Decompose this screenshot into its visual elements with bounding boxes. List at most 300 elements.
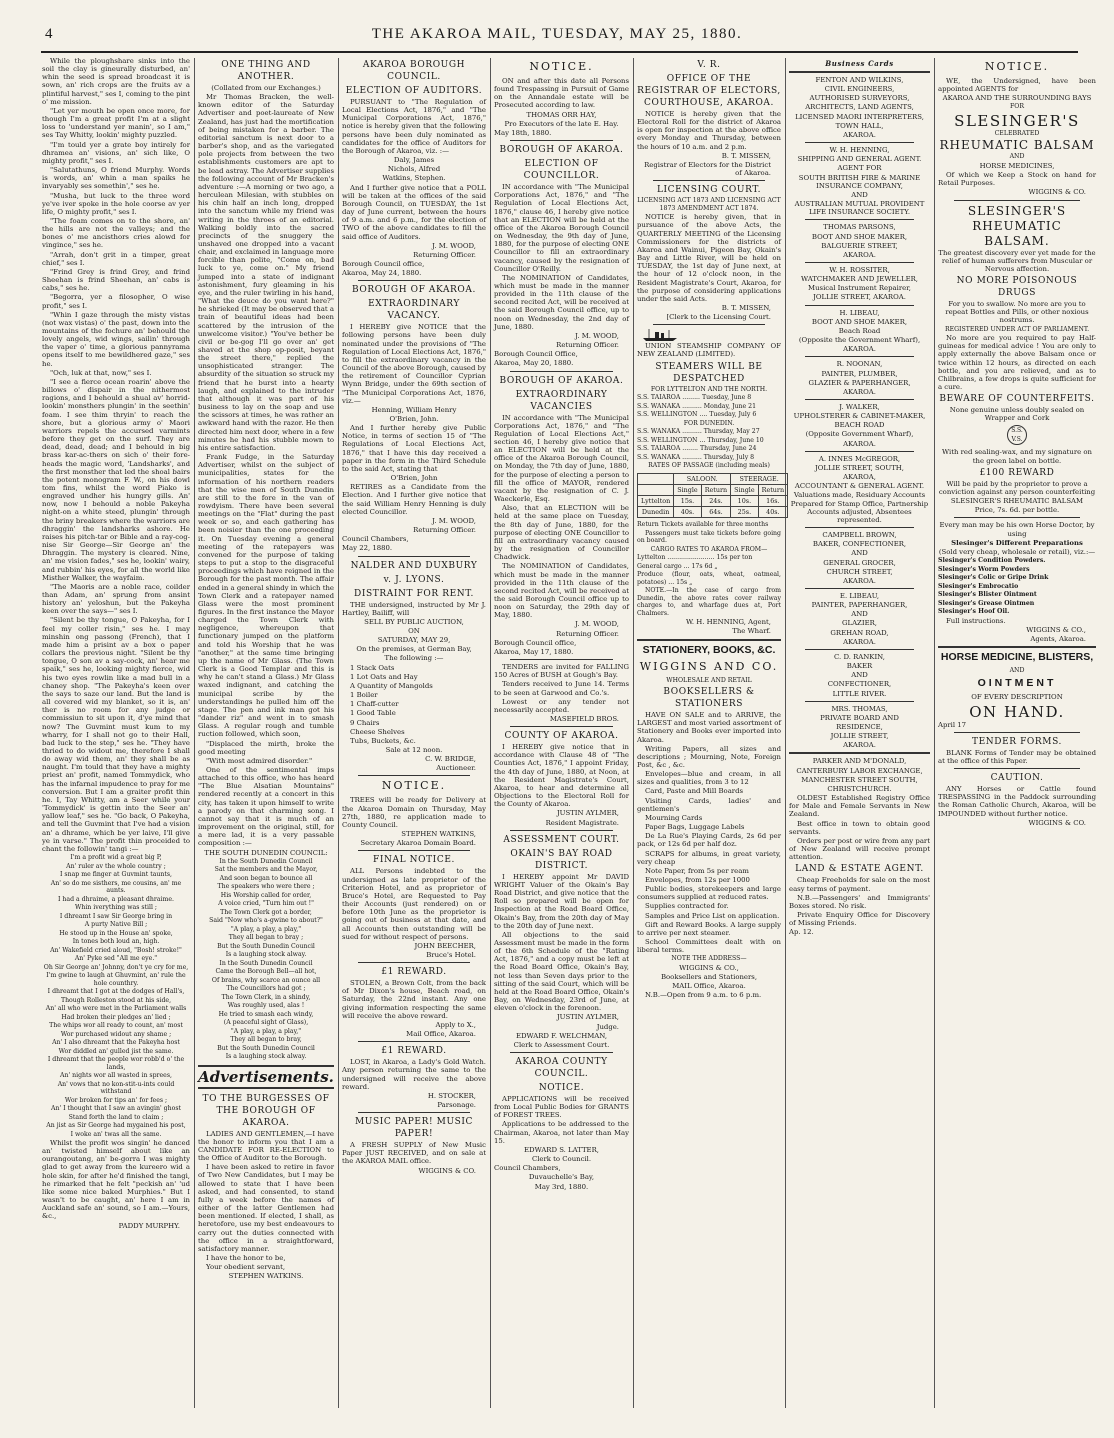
notice-heading: BEWARE OF COUNTERFEITS. bbox=[939, 394, 1095, 405]
letter-signature: PADDY MURPHY. bbox=[118, 1221, 180, 1230]
notice-text: Private Enquiry Office for Discovery of Missing Friends. bbox=[789, 910, 930, 928]
text-line: JOLLIE STREET, bbox=[830, 732, 889, 741]
signature: J. M. WOOD, bbox=[575, 331, 619, 340]
column-letter bbox=[42, 57, 190, 1417]
notice-text: I HEREBY give NOTICE that the following persons have been duly nominated under the provisions of "The Regulation of Local Elections Act, 1876," to fill the extraordinary vacancy in the Council of the above Borough, caused by the retirement of Councillor Cyprian Wynn Bridge, under the 69th section of "The Municipal Corporations Act, 1876, viz.— bbox=[342, 323, 486, 405]
text-line: BEACH ROAD bbox=[834, 421, 885, 430]
text-line: CHURCH STREET, bbox=[826, 567, 893, 576]
business-card-fenton bbox=[789, 76, 930, 139]
notice-text: APPLICATIONS will be received from Local Public Bodies for GRANTS of FOREST TREES. bbox=[494, 1095, 629, 1120]
text-line: I'm a profit wid a great big P, bbox=[70, 854, 162, 861]
text-line: Was roughly used, alas ! bbox=[227, 1002, 305, 1010]
fares-header: SALOON. bbox=[674, 473, 731, 484]
ad-body bbox=[198, 1130, 334, 1272]
text-line: The Town Clerk, in a shindy, bbox=[221, 993, 311, 1001]
opening-hours: N.B.—Open from 9 a.m. to 6 p.m. bbox=[645, 991, 762, 1000]
text-line: BAKER, CONFECTIONER, bbox=[812, 540, 907, 549]
text-line: ARCHITECTS, LAND AGENTS, bbox=[805, 103, 914, 112]
text-line: GLAZIER & PAPERHANGER, bbox=[808, 378, 911, 387]
signature: WIGGINS & CO. bbox=[1028, 188, 1086, 197]
stationery-list bbox=[637, 745, 781, 955]
date: Ap. 12. bbox=[789, 928, 814, 937]
text-line: BOOT AND SHOE MAKER, bbox=[811, 317, 908, 326]
steamship-icon bbox=[641, 328, 681, 342]
notice-heading: NOTICE. bbox=[381, 779, 447, 793]
text-line: MANCHESTER STREET SOUTH, bbox=[801, 775, 918, 784]
text-line: AND bbox=[851, 610, 868, 619]
notice-heading: COUNTY OF AKAROA. bbox=[504, 731, 619, 742]
text-line: General cargo ... 17s 6d „ bbox=[637, 562, 718, 570]
text-line: CHRISTCHURCH. bbox=[827, 784, 892, 793]
date: April 17 bbox=[938, 720, 967, 729]
date: May 18th, 1880. bbox=[494, 128, 552, 137]
notice-subheading: v. J. LYONS. bbox=[383, 574, 445, 585]
royal-cypher: V. R. bbox=[697, 60, 721, 70]
text-line: BAKER bbox=[846, 662, 873, 671]
text-line: AND bbox=[851, 671, 868, 680]
notice-text: I HEREBY give notice that in accordance with Clause 48 of "The Counties Act, 1876," I appoint Friday, the 4th day of June, 1880, at Noon, at the Resident Magistrate's Court, Akaroa, to hear and determine all Objections to the Electoral Roll for the County of Akaroa. bbox=[494, 743, 629, 809]
notice-heading: £1 REWARD. bbox=[381, 1046, 447, 1057]
notice-text: ON and after this date all Persons found Trespassing in Pursuit of Game on the Annandale estate will be Prosecuted according to law. bbox=[494, 77, 629, 110]
place: Borough Council office, bbox=[342, 259, 425, 268]
notice-text: NOTE.—In the case of cargo from Dunedin, the above rates cover railway charges to, and wharfage dues at, Port Chalmers. bbox=[637, 587, 781, 617]
notice-text: FOR bbox=[1009, 103, 1025, 111]
notice-text: HORSE MEDICINES, bbox=[979, 161, 1055, 170]
notice-heading: BOROUGH OF AKAROA. bbox=[499, 375, 624, 386]
notice-text: Orders per post or wire from any part of New Zealand will receive prompt attention. bbox=[789, 836, 930, 862]
notice-text: No more are you required to pay Half-guineas for medical advice ! You are only to apply externally the above Balsam once or twice within 12 hours, as directed on each bottle, and you are relieved, and as to Chilbrains, a few drops is quite sufficient for a cure. bbox=[938, 334, 1096, 391]
letter-body bbox=[42, 57, 190, 853]
text-line: ACCOUNTANT & GENERAL AGENT. bbox=[794, 482, 925, 491]
text-line: (A peaceful sight of Glass), bbox=[223, 1019, 309, 1027]
signature-title: Returning Officer. bbox=[556, 629, 619, 638]
notice-text: THE undersigned, instructed by Mr J. Hartley, Bailiff, will bbox=[342, 600, 486, 617]
text-line: W. H. HENNING, bbox=[829, 146, 890, 155]
column-notices-4 bbox=[494, 57, 629, 1417]
notice-text: IN accordance with "The Municipal Corporations Act, 1876," and "The Regulation of Local Elections Act, 1876," clause 46, I hereby give notice that an ELECTION will be held at the office of the Akaroa Borough Council on Wednesday, the 9th day of June, 1880, for the purpose of electing ONE Councillor to fill an extraordinary vacancy, caused by the resignation of Councillor O'Reilly. bbox=[494, 183, 629, 273]
notice-text: (Sold very cheap, wholesale or retail), viz.:— bbox=[938, 547, 1096, 556]
signature: EDWARD F. WELCHMAN, bbox=[515, 1031, 608, 1040]
notice-text: Passengers must take tickets before going on board. bbox=[637, 529, 781, 545]
text-line: A purty Native Bill ; bbox=[84, 921, 148, 928]
text-line: AKAROA, bbox=[843, 473, 876, 482]
text-line: I woke an' twas all the same. bbox=[70, 1130, 162, 1138]
text-line: THOMAS PARSONS, bbox=[823, 223, 896, 232]
column-business-cards bbox=[789, 57, 930, 1417]
brand-name: SLESINGER'S bbox=[967, 203, 1067, 218]
text-line: 9 Chairs bbox=[350, 718, 380, 727]
notice-text: Full instructions. bbox=[946, 616, 1006, 625]
notice-text: Cheap Freeholds for sale on the most easy terms of payment. bbox=[789, 876, 930, 893]
text-line: An' so do me sisthers, me cousins, an' me aunts. bbox=[50, 879, 182, 894]
text-line: W. H. ROSSITER, bbox=[829, 265, 890, 274]
notice-subheading: OKAIN'S BAY ROAD DISTRICT. bbox=[510, 848, 613, 871]
column-divider bbox=[633, 58, 634, 1408]
notice-heading: CAUTION. bbox=[990, 773, 1044, 784]
notice-heading: TENDER FORMS. bbox=[972, 736, 1062, 747]
text-line: Beach Road bbox=[838, 326, 881, 335]
notice-text: Slesinger's Different Preparations bbox=[951, 538, 1083, 547]
text-line: AKAROA. bbox=[843, 250, 876, 259]
notice-text: For you to swallow. No more are you to repeat Bottles and Pills, or other noxious nostrums. bbox=[945, 300, 1089, 325]
notice-text: N.B.—Passengers' and Immigrants' Boxes stored. No risk. bbox=[789, 893, 930, 910]
text-line: AND bbox=[851, 549, 868, 558]
text-line: Watkins, Stephen. bbox=[382, 174, 446, 183]
notice-text: The NOMINATION of Candidates, which must be made in the manner provided in the 11th clause of the second recited Act, will be received at the said Borough Council office, up to noon on Wednesday, the 2nd day of June, 1880. bbox=[494, 273, 629, 331]
text-line: But the South Dunedin Council bbox=[217, 1044, 315, 1052]
signature: WIGGINS & CO., bbox=[1026, 625, 1086, 634]
text-line: De La Rue's Playing Cards, 2s 6d per pack, or 12s 6d per half doz. bbox=[637, 832, 781, 849]
notice-text: LOST, in Akaroa, a Lady's Gold Watch. Any person returning the same to the undersigned will receive the above reward. bbox=[342, 1058, 486, 1091]
text-line: Card, Paste and Mill Boards bbox=[645, 787, 744, 796]
text-line: CIVIL ENGINEERS, bbox=[824, 85, 895, 94]
notice-heading: NOTICE. bbox=[984, 60, 1050, 73]
notice-text: OF EVERY DESCRIPTION bbox=[971, 693, 1063, 702]
notice-text: The NOMINATION of Candidates, which must be made in the manner provided in the 11th clause of the second recited Act, will be received at the said Borough Council office up to noon on Saturday, the 29th day of May, 1880. bbox=[494, 562, 629, 620]
preparations-list bbox=[938, 557, 1096, 616]
text-line: PARKER AND M'DONALD, bbox=[812, 757, 907, 766]
sailing-list-south bbox=[637, 428, 781, 461]
text-line: 1 Good Table bbox=[350, 709, 396, 718]
notice-text: ALL Persons indebted to the undersigned as late proprietor of the Criterion Hotel, and as proprietor of Bruce's Hotel, are Requested to Pay their Accounts (just rendered) on or before 10th June as the proprietor is going out of business at that date, and all Accounts then outstanding will be sued for without respect of persons. bbox=[342, 867, 486, 941]
text-line: AKAROA. bbox=[843, 637, 876, 646]
text-line: Slesinger's Grease Ointmen bbox=[938, 599, 1035, 607]
text-line: FENTON AND WILKINS, bbox=[815, 76, 904, 84]
text-line: Oh Sir George an' Johnny, don't ye cry for me, bbox=[43, 963, 189, 971]
business-card-noonan bbox=[789, 360, 930, 396]
column-notices-5 bbox=[637, 57, 785, 1417]
text-line: JOLLIE STREET, SOUTH, bbox=[814, 463, 904, 472]
business-card-parsons bbox=[789, 223, 930, 259]
signature-title: Resident Magistrate. bbox=[545, 818, 619, 827]
advertisements-banner: Advertisements. bbox=[198, 1065, 334, 1089]
text-line: "Begorra, yer a filosopher, O wise profit," ses I. bbox=[42, 293, 190, 310]
text-line: An' Pyke sed "All me eye." bbox=[74, 955, 158, 962]
notice-text: With red sealing-wax, and my signature on the green label on bottle. bbox=[942, 448, 1092, 465]
fares-row: Lyttelton 15s. 24s. 10s. 16s. bbox=[638, 495, 788, 506]
text-line: LITTLE RIVER. bbox=[832, 689, 887, 698]
business-card-libeau bbox=[789, 309, 930, 354]
text-line: Daly, James bbox=[393, 156, 435, 165]
text-line: "Displaced the mirth, broke the good meeting bbox=[198, 739, 334, 756]
trade-label: WHOLESALE AND RETAIL bbox=[666, 676, 752, 684]
signature: WIGGINS & CO. bbox=[1028, 818, 1086, 827]
text-line: He stood up in the House an' spoke, bbox=[59, 929, 173, 937]
signature-title: Parsonage. bbox=[437, 1101, 476, 1109]
text-line: An' ruler av the whole country ; bbox=[66, 862, 166, 870]
text-line: E. LIBEAU, bbox=[839, 591, 880, 600]
text-line: Your obedient servant, bbox=[206, 1263, 286, 1272]
text-line: Slesinger's Worm Powders bbox=[938, 565, 1030, 573]
text-line: "The Maoris are a noble race, coilder than Adam, an' sprung from ansint history an' yeloshun, but the Pakeyha keen over the says—" ses I. bbox=[42, 582, 190, 616]
text-line: 1 Lot Oats and Hay bbox=[350, 672, 418, 681]
notice-heading: HORSE MEDICINE, BLISTERS, bbox=[940, 650, 1094, 663]
notice-text: NOTICE is hereby given, that in pursuance of the above Acts, the QUARTERLY MEETING of the Licensing Commissioners for the districts of Akaroa and Wainui, Pigeon Bay, Okain's Bay and Little River, will be held on TUESDAY, the 1st day of June next, at the hour of 12 o'clock noon, in the Resident Magistrate's Court, Akaroa, for the purpose of considering applications under the said Acts. bbox=[637, 213, 781, 303]
text-line: 1 Boiler bbox=[350, 691, 378, 700]
text-line: Frank Fudge, in the Saturday Advertiser, whilst on the subject of municipalities, states for the information of his northern readers that the wise men of South Dunedin are still to the fore in the van of rowdyism. There have been several meetings on the "Flat" during the past week or so, and each gathering has been noisier than the one proceeding it. On Tuesday evening a general meeting of the ratepayers was convened for the purpose of taking steps to put a stop to the disgraceful proceedings which have reigned in the Borough for the past month. The affair ended in a general shindy in which the Town Clerk and a ratepayer named Glass were the most prominent figures. In the first instance the Mayor charged the Town Clerk with negligence, whereupon that functionary jumped on the platform and told his Worship that he was "another," at the same time bringing up the name of Mr Glass. (The Town Clerk is a Good Templar and this is why he can't stand a Glass.) Mr Glass waxed indignant, and catching the municipal scribe by the understandings he pulled him off the stage. The pen and ink man got his "dander riz" and went in to smash Glass. A regular rough and tumble ruction followed, which soon, bbox=[198, 453, 335, 739]
text-line: Wor purchased widout any shame ; bbox=[60, 1030, 172, 1038]
text-line: AKAROA. bbox=[843, 576, 876, 585]
notice-subheading: ELECTION OF COUNCILLOR. bbox=[523, 159, 600, 182]
signature-title: Registrar of Electors for the District of Akaroa. bbox=[644, 160, 771, 178]
notice-subheading: DISTRAINT FOR RENT. bbox=[354, 588, 474, 599]
text-line: I dhreamt that I got at the dodges of Hall's, bbox=[47, 988, 185, 995]
notice-heading: OFFICE OF THE REGISTRAR OF ELECTORS, COURTHOUSE, AKAROA. bbox=[637, 74, 781, 108]
text-line: School Committees dealt with on liberal terms. bbox=[637, 938, 781, 955]
column-divider bbox=[338, 58, 339, 1408]
text-line: JOLLIE STREET, AKAROA. bbox=[813, 293, 906, 302]
article-note: (Collated from our Exchanges.) bbox=[211, 84, 321, 92]
firm-name: WIGGINS AND CO. bbox=[639, 659, 779, 673]
text-line: BOOT AND SHOE MAKER, bbox=[811, 232, 908, 241]
text-line: The Town Clerk got a border, bbox=[220, 908, 312, 916]
notice-heading: MUSIC PAPER! MUSIC PAPER! bbox=[354, 1117, 474, 1140]
text-line: An' all who were met in the Parliament walls bbox=[45, 1005, 187, 1012]
text-line: SOUTH BRITISH FIRE & MARINE INSURANCE COMPANY, bbox=[798, 173, 921, 190]
notice-subheading: LICENSING ACT 1873 AND LICENSING ACT 1873 AMENDMENT ACT 1874. bbox=[637, 197, 781, 212]
fares-subheader: Return bbox=[758, 484, 787, 495]
trade-heading: BOOKSELLERS & STATIONERS bbox=[663, 687, 755, 710]
notice-heading: AKAROA COUNTY COUNCIL. bbox=[515, 1057, 608, 1079]
business-card-brown bbox=[789, 531, 930, 585]
text-line: "With most admired disorder." bbox=[206, 756, 313, 765]
text-line: An' I thought that I saw an avingin' ghost bbox=[51, 1105, 181, 1112]
notice-text: And I further hereby give Public Notice, in terms of section 15 of "The Regulations of Local Elections Act, 1876," that I have this day received a paper in the form in the Third Schedule to the said Act, stating that bbox=[342, 424, 486, 473]
text-line: "Och, luk at that, now," ses I. bbox=[50, 368, 152, 377]
notice-text: Applications to be addressed to the Chairman, Akaroa, not later than May 15. bbox=[494, 1120, 629, 1145]
signature: WIGGINS & CO. bbox=[418, 1166, 476, 1175]
sailing-list-north bbox=[637, 394, 781, 419]
signature-title: Booksellers and Stationers, bbox=[660, 973, 758, 982]
signature-title: Mail Office, Akaroa. bbox=[406, 1030, 476, 1039]
text-line: Wor diddled an' gulled jist the same. bbox=[58, 1047, 174, 1055]
notice-heading: STEAMERS WILL BE DESPATCHED bbox=[655, 361, 763, 384]
notice-text: Price, 7s. 6d. per bottle. bbox=[974, 506, 1060, 515]
text-line: In the South Dunedin Council bbox=[219, 959, 313, 967]
text-line: "Silent be thy tongue, O Pakeyha, for I feel my coller risin," ses he. I may minshin ong passong (French), that I made him a prisint av a box o paper collars the previous night. "Silent be thy tongue, O son av a say-cock, an' hear me spaik," ses he, looking mighty fierce, wid his two eyes rowlin like a mad bull in a chaney shop. "The Pakeyha's keen over the says to saze our land. But the land is all covered wid my blanket, so it is, an' ther is no room for any judge or commissiun to sit upon it, d'ye mind that now? The Guvmint must kum to my wharry, for I shall not go to their Hall, bad luck to the step," ses he. "They have thried to do widout me, therefore I shall do away wid them, an' they shall be as naught. I'm tould that they have a mighty priest an' profit, named Tommydick, who has the infarnal impudence to pray for me conversion. But I am a graiter profit thin he. I, Tay Whitty, am a Seer while your 'Tommydick' is gettin into the Seer an' yallow leaf," ses he. "Go back, O Pakeyha, and tell the Guvmint that I've had a vision an' a dhrame, which be yer laive, I'll give ye in varse." The profit thin proceided to chant the followin' tangi :— bbox=[42, 616, 190, 853]
text-line: Is a laughing stock alway. bbox=[225, 951, 307, 959]
route-label: FOR LYTTELTON AND THE NORTH. bbox=[650, 385, 768, 393]
signature: J. M. WOOD, bbox=[575, 620, 619, 629]
notice-subheading: EXTRAORDINARY VACANCY. bbox=[368, 299, 460, 322]
text-line: (Opposite Government Wharf), bbox=[805, 430, 914, 439]
business-card-rankin bbox=[789, 653, 930, 698]
text-line: Though Rolleston stood at his side, bbox=[60, 996, 172, 1004]
signature: THOMAS ORR HAY, bbox=[526, 110, 597, 119]
text-line: "The foam comes on to the shore, an' the hills are not the valleys; and the bones o' me ancisthors cries alowd for vingince," ses he. bbox=[42, 216, 190, 250]
text-line: Whin iverything was still ; bbox=[74, 904, 157, 911]
text-line: LICENSED MAORI INTERPRETERS, bbox=[795, 112, 924, 121]
notice-heading: STATIONERY, BOOKS, &C. bbox=[642, 643, 776, 656]
place: Borough Council Office, bbox=[494, 350, 578, 359]
candidate-list bbox=[342, 406, 486, 423]
text-line: In the South Dunedin Council bbox=[219, 857, 313, 865]
text-line: PRIVATE BOARD AND bbox=[820, 713, 899, 722]
product-name: RHEUMATIC BALSAM bbox=[939, 138, 1095, 153]
column-divider bbox=[934, 58, 935, 1408]
fares-subheader: Single bbox=[674, 484, 701, 495]
candidate-list bbox=[342, 156, 486, 182]
text-line: While the ploughshare sinks into the soil the clay is gineurally disturbed, an' whin the seed is spread broadcast it is sown, an' rich crops are the fruits av a plintiful harvest," ses I, coming to the pint o' me mission. bbox=[42, 57, 190, 106]
text-line: 1 Chaff-cutter bbox=[350, 700, 399, 709]
text-line: MRS. THOMAS, bbox=[831, 704, 888, 713]
text-line: Envelopes, from 12s per 1000 bbox=[645, 876, 750, 884]
notice-text: CELEBRATED bbox=[994, 129, 1040, 137]
cargo-rates bbox=[637, 554, 781, 586]
sale-time: Sale at 12 noon. bbox=[385, 746, 443, 754]
text-line: O'Brien, John. bbox=[389, 415, 439, 423]
notice-text: OLDEST Established Registry Office for Male and Female Servants in New Zealand. bbox=[789, 794, 930, 819]
signature: Apply to X., bbox=[435, 1020, 476, 1029]
notice-text: WE, the Undersigned, have been appointed AGENTS for bbox=[938, 77, 1096, 94]
place: Duvauchelle's Bay, bbox=[528, 1173, 595, 1182]
column-slesinger bbox=[938, 57, 1096, 1417]
text-line: An jist as Sir George had mygained his post, bbox=[46, 1122, 186, 1129]
signature: EDWARD S. LATTER, bbox=[524, 1145, 599, 1154]
auction-date: SATURDAY, MAY 29, bbox=[377, 636, 451, 645]
text-line: He tried to smash each windy, bbox=[218, 1010, 314, 1018]
text-line: Tubs, Buckets, &c. bbox=[350, 736, 416, 745]
signature: B. T. MISSEN, bbox=[721, 303, 771, 312]
fares-header: STEERAGE. bbox=[731, 473, 788, 484]
text-line: PAINTER, PLUMBER, bbox=[821, 369, 898, 378]
text-line: WATCHMAKER AND JEWELLER, bbox=[801, 275, 918, 284]
text-line: "A play, a play, a play," bbox=[230, 1027, 302, 1035]
fares-subheader: Single bbox=[731, 484, 758, 495]
text-line: I dhreamt that the people wor robb'd o' the lands, bbox=[47, 1056, 185, 1071]
tender-notice: Tenders received to June 14. Terms to be seen at Garwood and Co.'s. bbox=[494, 680, 629, 697]
text-line: I had a dhraime, a pleasant dhraime. bbox=[57, 895, 175, 903]
address-label: NOTE THE ADDRESS— bbox=[671, 955, 747, 963]
text-line: Slesinger's Blister Ointment bbox=[938, 591, 1037, 598]
tender-notice: Lowest or any tender not necessarily accepted. bbox=[494, 697, 629, 714]
text-line: A. INNES McGREGOR, bbox=[818, 454, 901, 463]
notice-heading: NOTICE. bbox=[529, 60, 594, 73]
notice-text: Best office in town to obtain good servants. bbox=[789, 819, 930, 836]
ad-signature: STEPHEN WATKINS. bbox=[228, 1272, 304, 1281]
signature-title: Secretary Akaroa Domain Board. bbox=[360, 839, 476, 848]
signature: WIGGINS & CO., bbox=[679, 963, 739, 972]
text-line: Note Paper, from 5s per ream bbox=[645, 866, 749, 875]
route-label: FOR DUNEDIN. bbox=[683, 419, 735, 427]
text-line: "Whin I gaze through the misty vistas (not wax vistas) o' the past, down into the mountains of the fochure an' behould the lovely angels, wid wings, sailin' through the vaper o' time, a glorious pannyrama opens itself to me bewildhered gaze," ses he. bbox=[42, 310, 190, 368]
masthead bbox=[0, 0, 1114, 56]
text-line: GREHAN ROAD, bbox=[830, 628, 889, 637]
text-line: They all began to bray, bbox=[230, 1036, 302, 1044]
company-name: UNION STEAMSHIP COMPANY OF NEW ZEALAND (LIMITED). bbox=[637, 342, 781, 359]
article-body bbox=[198, 93, 334, 847]
signature: H. STOCKER, bbox=[427, 1091, 476, 1100]
text-line: AUTHORISED SURVEYORS, bbox=[809, 94, 910, 103]
notice-text: I HEREBY appoint Mr DAVID WRIGHT Valuer of the Okain's Bay Road District, and give notice that the Roll so prepared will be open for Inspection at the Road Board Office, Okain's Bay, from the 20th day of May to the 20th day of June next. bbox=[494, 872, 629, 930]
business-cards-header: Business Cards bbox=[825, 59, 894, 68]
text-line: I snap me finger at Guvmint taunts, bbox=[60, 871, 172, 878]
text-line: R. NOONAN, bbox=[836, 360, 883, 369]
notice-text: NOTICE is hereby given that the Electoral Roll for the district of Akaroa is open for inspection at the above office every Monday and Thursday, between the hours of 10 a.m. and 2 p.m. bbox=[637, 110, 781, 151]
text-line: But the South Dunedin Council bbox=[217, 942, 315, 950]
text-line: LADIES AND GENTLEMEN,—I have the honor to inform you that I am a CANDIDATE FOR RE-ELECTION to the Office of Auditor to the Borough. bbox=[198, 1129, 334, 1163]
business-card-thomas bbox=[789, 705, 930, 750]
text-line: Musical Instrument Repairer, bbox=[808, 284, 911, 293]
text-line: "Arrah, don't grit in a timper, great chief," ses I. bbox=[42, 250, 190, 267]
article-title: ONE THING AND ANOTHER. bbox=[221, 60, 311, 82]
text-line: H. LIBEAU, bbox=[839, 308, 880, 317]
text-line: CAMPBELL BROWN, bbox=[822, 531, 897, 540]
signature-title: Returning Officer. bbox=[413, 526, 476, 535]
place: May 22, 1880. bbox=[342, 544, 393, 553]
business-card-e-libeau bbox=[789, 592, 930, 646]
text-line: The Councillors had got ; bbox=[226, 985, 306, 993]
signature-title: Bruce's Hotel. bbox=[426, 950, 476, 959]
text-line: Is a laughing stock alway. bbox=[225, 1053, 307, 1061]
notice-subheading: EXTRAORDINARY VACANCIES bbox=[515, 389, 608, 412]
notice-heading: NO MORE POISONOUS DRUGS bbox=[956, 276, 1078, 299]
text-line: S.S. WANAKA .......... Thursday, July 8 bbox=[637, 453, 755, 461]
notice-text: PURSUANT to "The Regulation of Local Elections Act, 1876," and "The Municipal Corporations Act, 1876," notice is hereby given that the following persons have been duly nominated as candidates for the office of Auditors for the Borough of Akaroa, viz. :— bbox=[342, 98, 486, 155]
text-line: AKAROA. bbox=[843, 130, 876, 139]
text-line: I'm gwine to laugh at Ghuvmint, an' rule the hole counthry. bbox=[46, 972, 186, 987]
text-line: An' nights wor all wasted in sprees, bbox=[60, 1072, 172, 1079]
text-line: PAINTER, PAPERHANGER, bbox=[811, 601, 908, 610]
text-line: "Let yer mouth be open once more, for though I'm a great profit I'm at a slight loss to 'understand yer manin', so I am," ses Tay Whitty, lookin' mighty puzzled. bbox=[42, 106, 190, 140]
text-line: "A play, a play, a play," bbox=[230, 925, 302, 933]
text-line: SCRAPS for albums, in great variety, very cheap bbox=[637, 849, 781, 866]
text-line: AKAROA. bbox=[843, 439, 876, 448]
place: Borough Council office, bbox=[494, 638, 577, 647]
auction-items bbox=[342, 664, 486, 745]
text-line: S.S. TAIAROA ........ Thursday, June 24 bbox=[637, 445, 757, 453]
notice-heading: ON HAND. bbox=[969, 702, 1065, 721]
business-card-rossiter bbox=[789, 266, 930, 302]
column-divider bbox=[785, 58, 786, 1408]
text-line: A Quantity of Mangolds bbox=[350, 681, 433, 690]
text-line: AGENT FOR bbox=[837, 164, 882, 173]
page-number: 4 bbox=[45, 26, 53, 42]
notice-text: RETIRES as a Candidate from the Election. And I further give notice that the said William Henry Henning is duly elected Councillor. bbox=[342, 483, 486, 516]
signature: J. M. WOOD, bbox=[432, 241, 476, 250]
text-line: J. WALKER, bbox=[839, 403, 880, 411]
text-line: TOWN HALL, bbox=[835, 121, 884, 130]
text-line: Writing Papers, all sizes and descriptions ; Mourning, Note, Foreign Post, &c , &c. bbox=[637, 744, 781, 769]
ad-title: TO THE BURGESSES OF THE BOROUGH OF AKAROA. bbox=[202, 1093, 330, 1128]
place: Akaroa, May 20, 1880. bbox=[494, 359, 574, 368]
notice-subheading: REGISTERED UNDER ACT OF PARLIAMENT. bbox=[944, 325, 1090, 333]
text-line: The whips wor all ready to count, an' most bbox=[49, 1022, 183, 1029]
notice-text: All objections to the said Assessment must be made in the form of the 6th Schedule of the "Rating Act, 1876," and a copy must be left at the Road Board Office, Okain's Bay, not less than Seven days prior to the sitting of the said Court, which will be held at the Road Board Office, Okain's Bay, on Wednesday, 23rd of June, at eleven o'clock in the forenoon. bbox=[494, 930, 629, 1013]
notice-heading: OINTMENT bbox=[977, 677, 1057, 690]
fares-subheader: Return bbox=[701, 484, 730, 495]
text-line: Lyttelton ........................ 15s per ton bbox=[637, 554, 753, 562]
text-line: S.S. WANAKA .......... Thursday, May 27 bbox=[637, 428, 760, 436]
text-line: Supplies contracted for. bbox=[645, 902, 729, 911]
notice-text: And I further give notice that a POLL will be taken at the offices of the said Borough Council, on TUESDAY, the 1st day of June current, between the hours of 9 a.m. and 6 p.m., for the election of TWO of the above candidates to fill the said office of Auditors. bbox=[342, 183, 486, 241]
text-line: An' vows that no kon-stit-u-ints could withstand bbox=[57, 1080, 175, 1095]
notice-text: A FRESH SUPPLY of New Music Paper JUST RECEIVED, and on sale at the AKAROA MAIL office. bbox=[342, 1141, 486, 1166]
text-line: I dhreamt I saw Sir George bring in bbox=[59, 912, 173, 920]
cargo-title: CARGO RATES TO AKAROA FROM— bbox=[650, 545, 768, 553]
notice-text: Will be paid by the proprietor to prove a conviction against any person counterfeiting bbox=[938, 479, 1096, 496]
text-line: UPHOLSTERER & CABINET-MAKER, bbox=[793, 412, 926, 421]
newspaper-title: THE AKAROA MAIL, TUESDAY, MAY 25, 1880. bbox=[371, 26, 743, 42]
notice-text: BLANK Forms of Tender may be obtained at the office of this Paper. bbox=[938, 748, 1096, 765]
place: Akaroa, May 24, 1880. bbox=[342, 269, 422, 278]
notice-heading: £1 REWARD. bbox=[381, 967, 447, 978]
text-line: S.S. WANAKA .......... Monday, June 21 bbox=[637, 402, 757, 410]
text-line: Henning, William Henry bbox=[371, 405, 457, 414]
tender-notice: TENDERS are invited for FALLING 150 Acres of BUSH at Gough's Bay. bbox=[494, 663, 629, 680]
letter-close: Whilst the profit wos singin' he danced an' twisted himself about like an ourangoutang, an' be-gorra I was mighty glad to get away from the kureero wid a hole skin, for after he'd finished the tangi, he rimarked that he felt "peckish an' 'ud like some nice baked Murphies." But I wasn't to be caught, an' here I am in Auckland safe an' sound, so I am.—Yours, &c., bbox=[42, 1139, 190, 1221]
text-line: AUSTRALIAN MUTUAL PROVIDENT LIFE INSURANCE SOCIETY. bbox=[794, 200, 925, 217]
